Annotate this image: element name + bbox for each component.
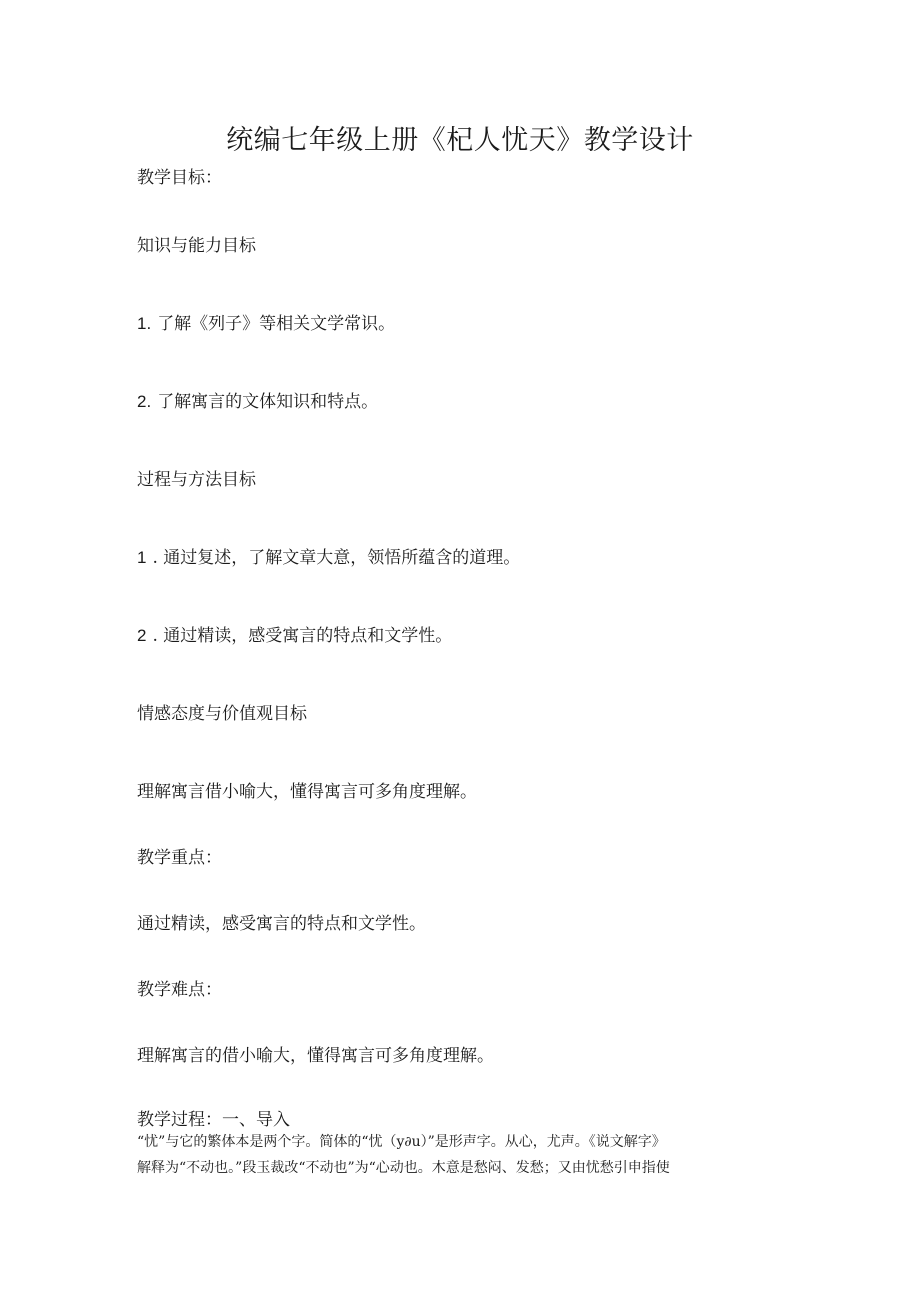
process-heading: 过程与方法目标: [137, 470, 256, 490]
knowledge-item-1: [137, 309, 395, 334]
difficulty-heading: 教学难点：: [137, 980, 222, 1000]
list-item-text: . 通过复述，了解文章大意，领悟所蕴含的道理。: [152, 548, 521, 568]
document-title: 统编七年级上册《杞人忧天》教学设计: [226, 125, 694, 156]
list-item-text: 了解《列子》等相关文学常识。: [157, 314, 396, 334]
procedure-heading: 教学过程：一、导入: [137, 1110, 290, 1130]
emotion-text: 理解寓言借小喻大，懂得寓言可多角度理解。: [137, 782, 477, 802]
emotion-heading: 情感态度与价值观目标: [137, 704, 307, 724]
list-number: 1: [137, 548, 147, 567]
key-point-heading: 教学重点：: [137, 848, 222, 868]
list-item-text: . 通过精读，感受寓言的特点和文学性。: [152, 626, 453, 646]
key-point-text: 通过精读，感受寓言的特点和文学性。: [137, 914, 426, 934]
list-number: 1.: [137, 314, 152, 333]
procedure-paragraph-line-1: “忧”与它的繁体本是两个字。简体的“忧（y∂u）”是形声字。从心，尤声。《说文解字》: [137, 1134, 666, 1150]
knowledge-heading: 知识与能力目标: [137, 236, 256, 256]
list-number: 2: [137, 626, 147, 645]
knowledge-item-2: [137, 387, 378, 412]
process-item-1: [137, 543, 520, 568]
goals-heading: 教学目标：: [137, 168, 222, 188]
list-number: 2.: [137, 392, 152, 411]
difficulty-text: 理解寓言的借小喻大，懂得寓言可多角度理解。: [137, 1046, 494, 1066]
procedure-paragraph-line-2: 解释为“不动也。”段玉裁改“不动也”为“心动也。木意是愁闷、发愁；又由忧愁引申指使: [137, 1160, 670, 1176]
list-item-text: 了解寓言的文体知识和特点。: [157, 392, 379, 412]
process-item-2: [137, 621, 452, 646]
